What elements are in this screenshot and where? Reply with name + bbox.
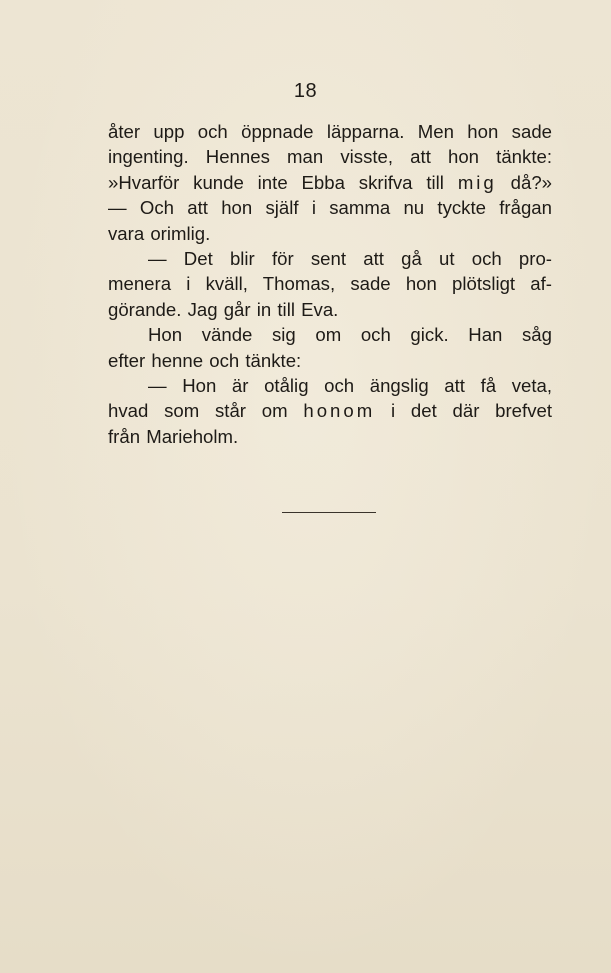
text-line: vara orimlig. xyxy=(108,222,211,244)
text-line: Hon vände sig om och gick. Han såg xyxy=(148,324,552,346)
text-line: från Marieholm. xyxy=(108,425,239,447)
text-line: — Det blir för sent att gå ut och pro- xyxy=(148,247,552,269)
text-line: menera i kväll, Thomas, sade hon plötsligt af- xyxy=(108,273,552,295)
text-line: efter henne och tänkte: xyxy=(108,349,302,371)
emphasized-word: mig xyxy=(457,171,497,193)
text-line: hvad som står om honom i det där brefvet xyxy=(108,400,552,422)
text-line: »Hvarför kunde inte Ebba skrifva till mig då?» xyxy=(108,171,553,193)
text-line: ingenting. Hennes man visste, att hon tänkte: xyxy=(108,146,552,168)
text-line: åter upp och öppnade läpparna. Men hon sade xyxy=(108,121,552,142)
page-number: 18 xyxy=(293,80,318,102)
emphasized-word: honom xyxy=(303,400,376,422)
body-text xyxy=(108,119,552,449)
text-line: görande. Jag går in till Eva. xyxy=(108,298,339,320)
section-divider xyxy=(282,512,376,513)
text-line: — Hon är otålig och ängslig att få veta, xyxy=(148,374,552,396)
text-line: — Och att hon själf i samma nu tyckte frågan xyxy=(108,197,552,219)
